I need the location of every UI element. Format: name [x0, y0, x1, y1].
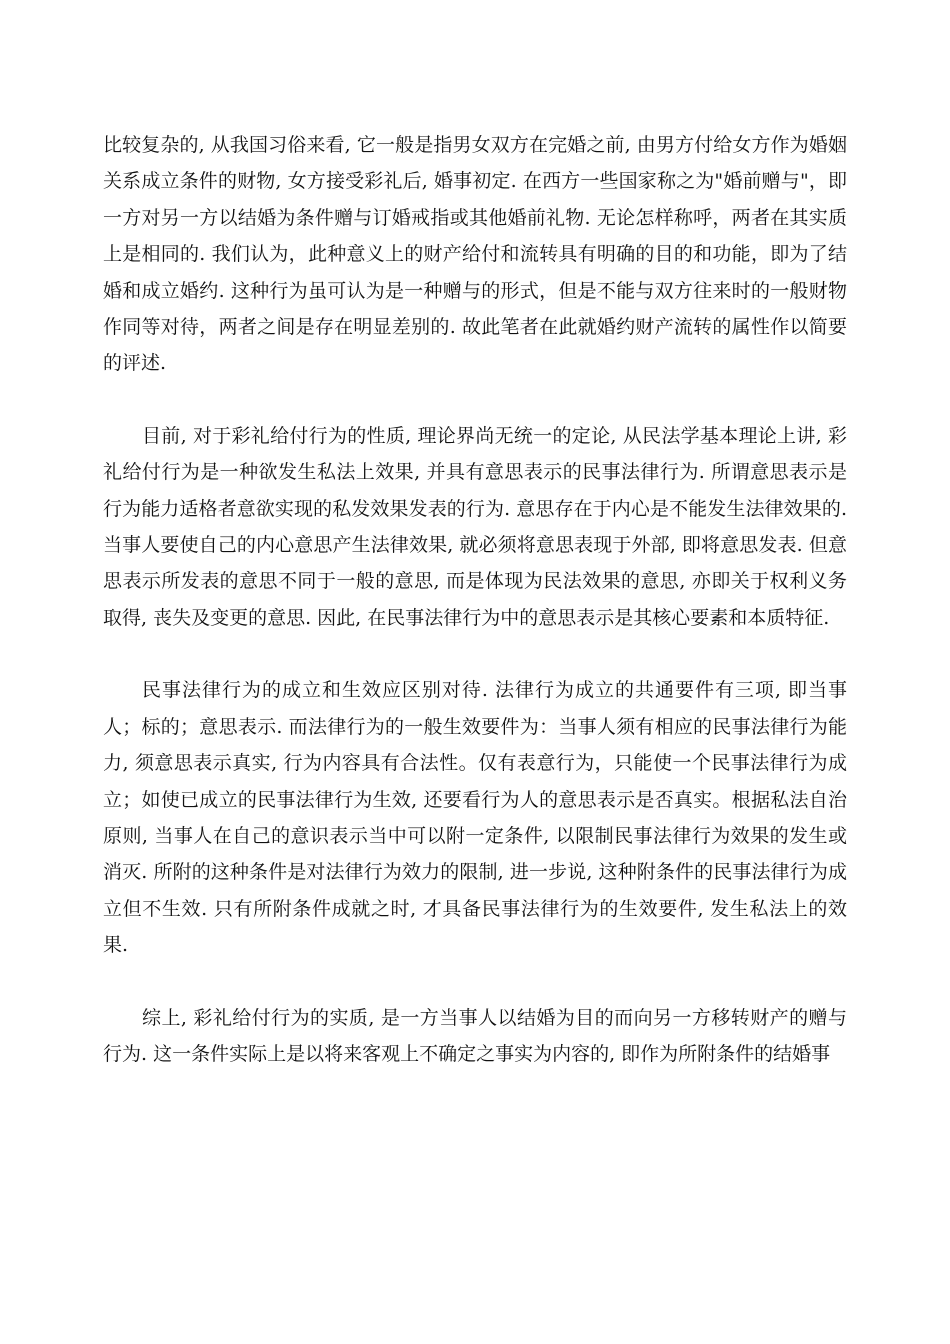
paragraph-2: 目前, 对于彩礼给付行为的性质, 理论界尚无统一的定论, 从民法学基本理论上讲, 彩礼给付行为是一种欲发生私法上效果, 并具有意思表示的民事法律行为. 所谓意思表示是行为能力适格者意欲实现的私发效果发表的行为. 意思存在于内心是不能发生法律效果的. 当事人要使自己的内心意思产生法律效果, 就必须将意思表现于外部, 即将意思发表. 但意思表示所发表的意思不同于一般的意思, 而是体现为民法效果的意思, 亦即关于权利义务取得, 丧失及变更的意思. 因此, 在民事法律行为中的意思表示是其核心要素和本质特征. [103, 424, 847, 629]
paragraph-3: 民事法律行为的成立和生效应区别对待. 法律行为成立的共通要件有三项, 即当事人；标的；意思表示. 而法律行为的一般生效要件为：当事人须有相应的民事法律行为能力, 须意思表示真实, 行为内容具有合法性。仅有表意行为，只能使一个民事法律行为成立；如使已成立的民事法律行为生效, 还要看行为人的意思表示是否真实。根据私法自治原则, 当事人在自己的意识表示当中可以附一定条件, 以限制民事法律行为效果的发生或消灭. 所附的这种条件是对法律行为效力的限制, 进一步说, 这种附条件的民事法律行为成立但不生效. 只有所附条件成就之时, 才具备民事法律行为的生效要件, 发生私法上的效果. [103, 679, 847, 957]
document-body [103, 127, 847, 1108]
paragraph-1: 比较复杂的, 从我国习俗来看, 它一般是指男女双方在完婚之前, 由男方付给女方作为婚姻关系成立条件的财物, 女方接受彩礼后, 婚事初定. 在西方一些国家称之为"婚前赠与"，即一方对另一方以结婚为条件赠与订婚戒指或其他婚前礼物. 无论怎样称呼，两者在其实质上是相同的. 我们认为，此种意义上的财产给付和流转具有明确的目的和功能，即为了结婚和成立婚约. 这种行为虽可认为是一种赠与的形式，但是不能与双方往来时的一般财物作同等对待，两者之间是存在明显差别的. 故此笔者在此就婚约财产流转的属性作以简要的评述. [103, 134, 847, 375]
paragraph-4: 综上, 彩礼给付行为的实质, 是一方当事人以结婚为目的而向另一方移转财产的赠与行为. 这一条件实际上是以将来客观上不确定之事实为内容的, 即作为所附条件的结婚事 [103, 1006, 847, 1065]
